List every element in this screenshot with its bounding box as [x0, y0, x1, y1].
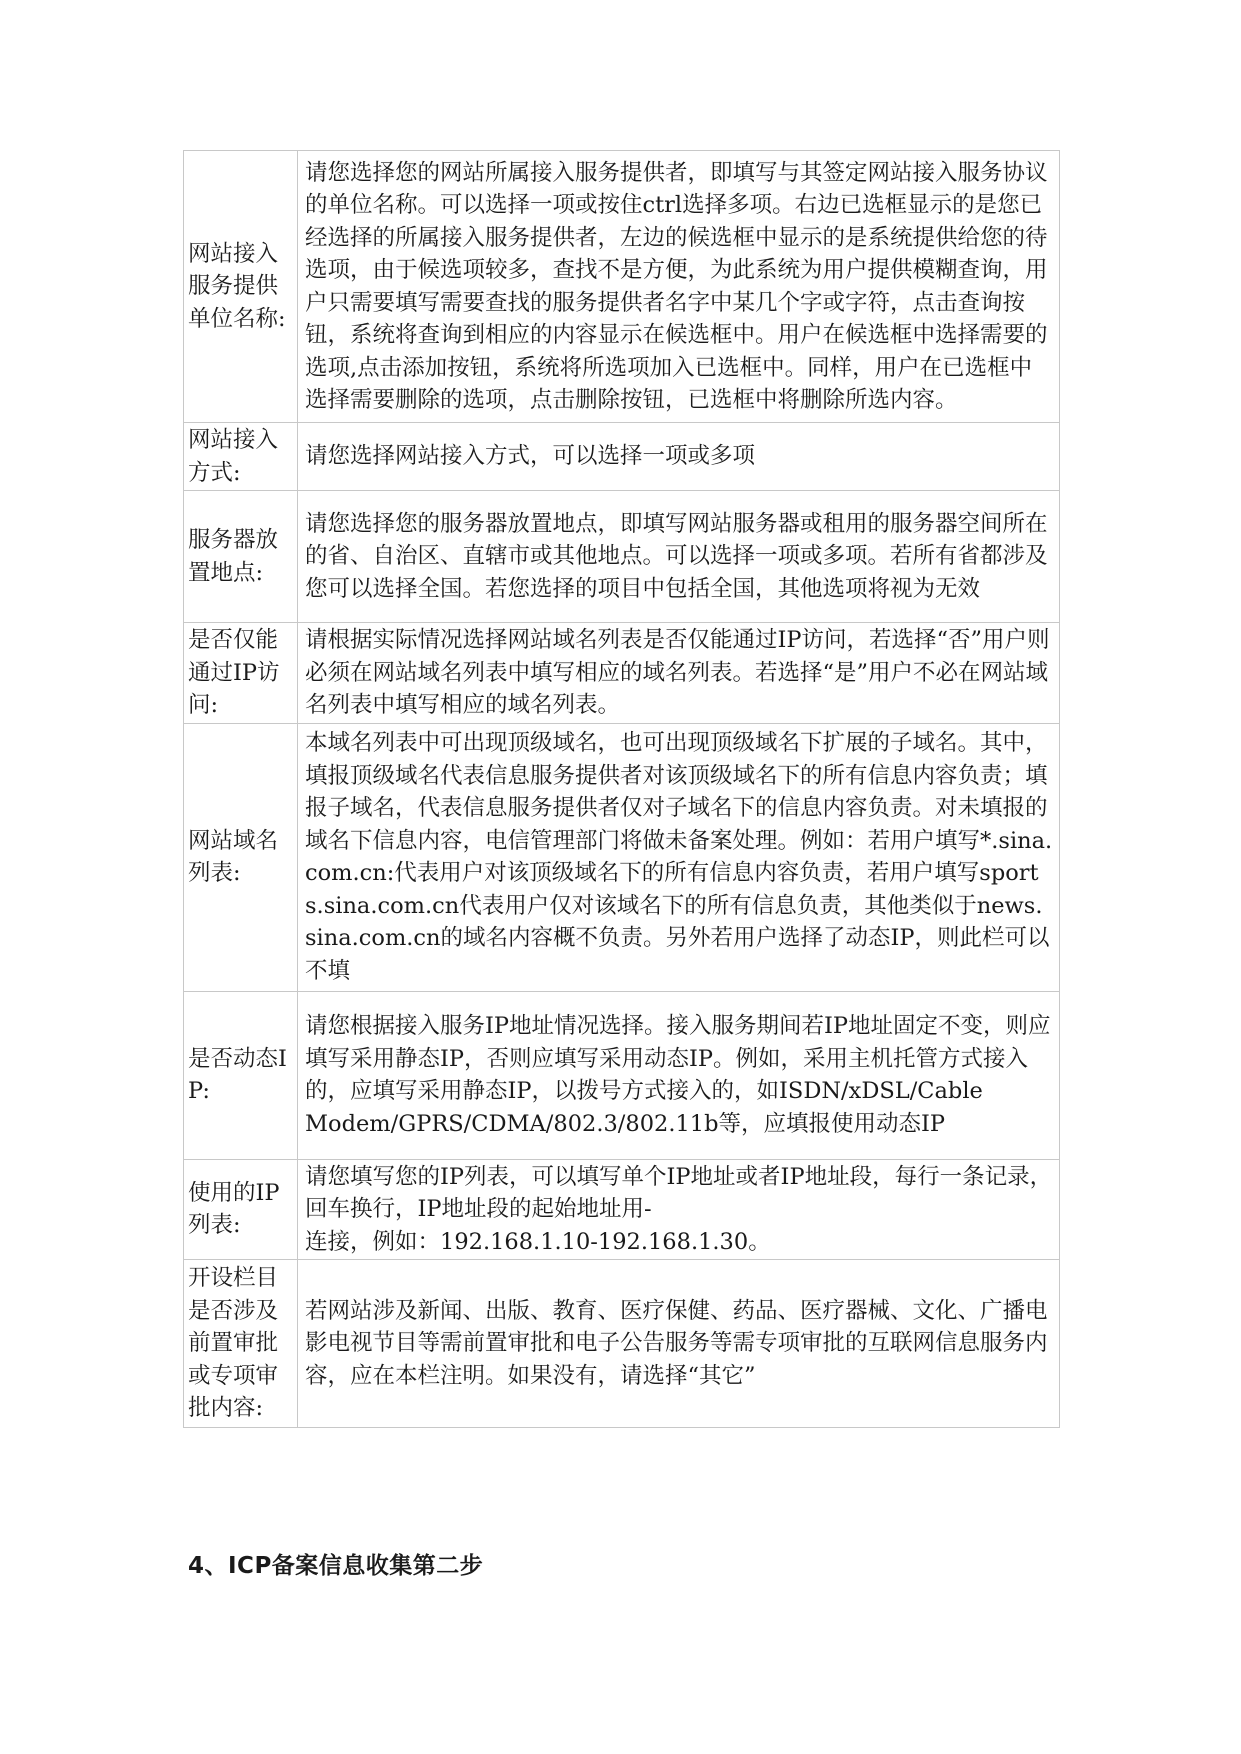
row-label: 服务器放置地点:	[184, 491, 298, 623]
row-description: 请您填写您的IP列表，可以填写单个IP地址或者IP地址段，每行一条记录，回车换行，IP地址段的起始地址用- 连接，例如：192.168.1.10-192.168.1.30。	[298, 1159, 1060, 1260]
row-label: 网站接入方式:	[184, 423, 298, 491]
section-heading: 4、ICP备案信息收集第二步	[188, 1553, 484, 1579]
table-row	[184, 151, 1060, 423]
row-label: 是否动态IP:	[184, 991, 298, 1159]
row-description: 本域名列表中可出现顶级域名，也可出现顶级域名下扩展的子域名。其中，填报顶级域名代表信息服务提供者对该顶级域名下的所有信息内容负责；填报子域名，代表信息服务提供者仅对子域名下的信息内容负责。对未填报的域名下信息内容，电信管理部门将做未备案处理。例如：若用户填写*.sina.com.cn:代表用户对该顶级域名下的所有信息内容负责，若用户填写sports.sina.com.cn代表用户仅对该域名下的所有信息负责，其他类似于news.sina.com.cn的域名内容概不负责。另外若用户选择了动态IP，则此栏可以不填	[298, 723, 1060, 991]
row-description: 请您选择网站接入方式，可以选择一项或多项	[298, 423, 1060, 491]
row-label: 是否仅能通过IP访问:	[184, 623, 298, 724]
row-description: 请您选择您的服务器放置地点，即填写网站服务器或租用的服务器空间所在的省、自治区、直辖市或其他地点。可以选择一项或多项。若所有省都涉及您可以选择全国。若您选择的项目中包括全国，其他选项将视为无效	[298, 491, 1060, 623]
table-row	[184, 991, 1060, 1159]
row-label: 使用的IP列表:	[184, 1159, 298, 1260]
row-description: 请您选择您的网站所属接入服务提供者，即填写与其签定网站接入服务协议的单位名称。可以选择一项或按住ctrl选择多项。右边已选框显示的是您已经选择的所属接入服务提供者，左边的候选框中显示的是系统提供给您的待选项，由于候选项较多，查找不是方便，为此系统为用户提供模糊查询，用户只需要填写需要查找的服务提供者名字中某几个字或字符，点击查询按钮，系统将查询到相应的内容显示在候选框中。用户在候选框中选择需要的选项,点击添加按钮，系统将所选项加入已选框中。同样，用户在已选框中选择需要删除的选项，点击删除按钮，已选框中将删除所选内容。	[298, 151, 1060, 423]
table-row	[184, 1260, 1060, 1428]
row-label: 网站接入服务提供单位名称:	[184, 151, 298, 423]
table-row	[184, 491, 1060, 623]
table-row	[184, 723, 1060, 991]
row-description: 请您根据接入服务IP地址情况选择。接入服务期间若IP地址固定不变，则应填写采用静态IP，否则应填写采用动态IP。例如，采用主机托管方式接入的，应填写采用静态IP，以拨号方式接入的，如ISDN/xDSL/Cable Modem/GPRS/CDMA/802.3/802.11b等，应填报使用动态IP	[298, 991, 1060, 1159]
field-description-table	[183, 150, 1060, 1428]
table-row	[184, 423, 1060, 491]
table-row	[184, 1159, 1060, 1260]
row-label: 网站域名列表:	[184, 723, 298, 991]
table-row	[184, 623, 1060, 724]
row-description: 请根据实际情况选择网站域名列表是否仅能通过IP访问，若选择“否”用户则必须在网站域名列表中填写相应的域名列表。若选择“是”用户不必在网站域名列表中填写相应的域名列表。	[298, 623, 1060, 724]
row-label: 开设栏目是否涉及前置审批或专项审批内容:	[184, 1260, 298, 1428]
row-description: 若网站涉及新闻、出版、教育、医疗保健、药品、医疗器械、文化、广播电影电视节目等需前置审批和电子公告服务等需专项审批的互联网信息服务内容，应在本栏注明。如果没有，请选择“其它”	[298, 1260, 1060, 1428]
